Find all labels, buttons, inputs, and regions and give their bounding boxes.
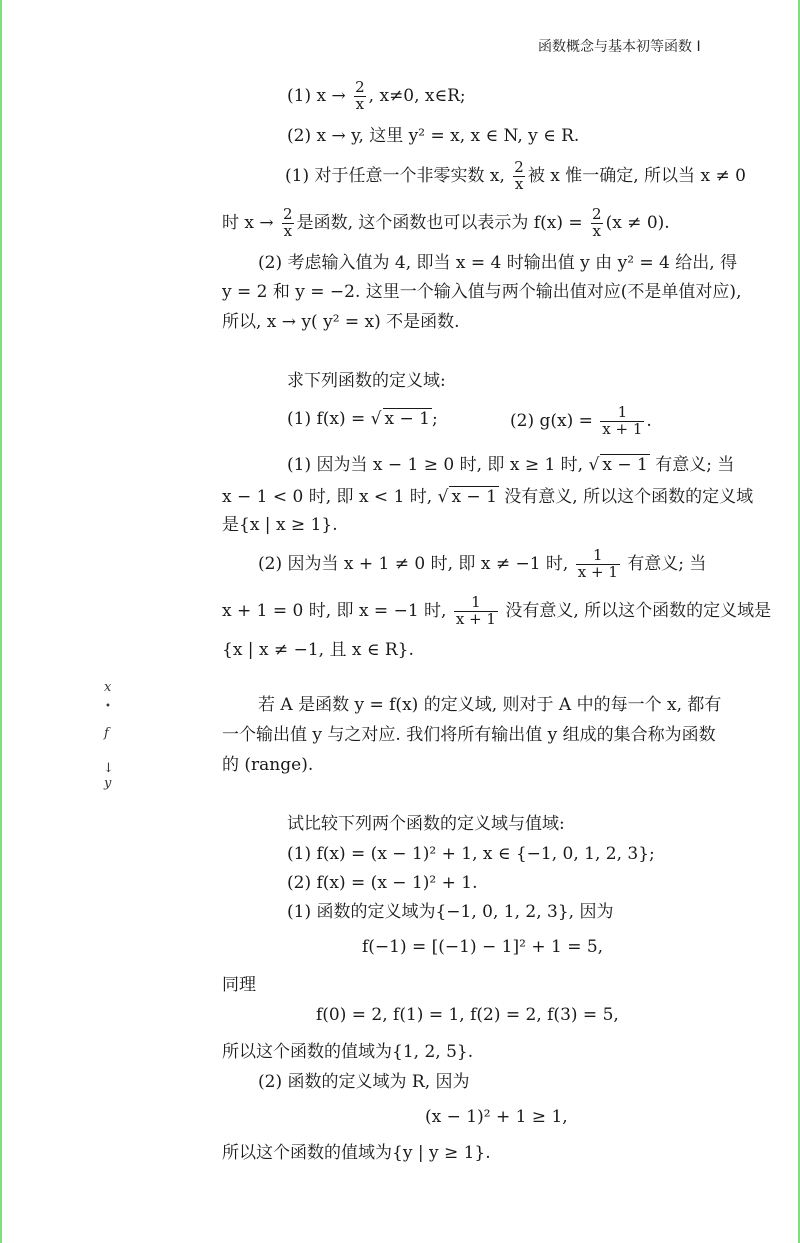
definition-line-3: 的 (range). bbox=[222, 755, 314, 775]
fraction: $\frac{2}{x}$ bbox=[355, 78, 365, 113]
ex1-solution-2-line-3: 所以, x → y( y² = x) 不是函数. bbox=[222, 312, 460, 332]
ex2-solution-2-line-1: (2) 因为当 x + 1 ≠ 0 时, 即 x ≠ −1 时, $\frac{1}{x + 1}$ 有意义; 当 bbox=[258, 546, 707, 581]
fraction: $\frac{1}{x + 1}$ bbox=[602, 403, 643, 438]
fraction: $\frac{1}{x + 1}$ bbox=[577, 546, 618, 581]
radical: x − 1 bbox=[451, 487, 497, 507]
radical: x − 1 bbox=[384, 409, 430, 429]
ex3-solution-2-equation: (x − 1)² + 1 ≥ 1, bbox=[425, 1107, 568, 1127]
ex1-question-2: (2) x → y, 这里 y² = x, x ∈ N, y ∈ R. bbox=[287, 126, 580, 146]
ex3-prompt: 试比较下列两个函数的定义域与值域: bbox=[287, 814, 565, 834]
fraction: $\frac{2}{x}$ bbox=[283, 205, 293, 240]
ex1-solution-1-line-1: (1) 对于任意一个非零实数 x, $\frac{2}{x}$ 被 x 惟一确定, 所以当 x ≠ 0 bbox=[285, 158, 746, 193]
ex2-solution-1-line-1: (1) 因为当 x − 1 ≥ 0 时, 即 x ≥ 1 时, √ x − 1 有意义; 当 bbox=[287, 455, 735, 475]
page-border-left bbox=[0, 0, 2, 1243]
ex2-solution-1-line-2: x − 1 < 0 时, 即 x < 1 时, √ x − 1 没有意义, 所以这个函数的定义域 bbox=[222, 487, 754, 507]
margin-diagram-y: y bbox=[104, 776, 112, 791]
margin-diagram-f: f bbox=[104, 726, 109, 741]
ex2-solution-1-line-3: 是{x | x ≥ 1}. bbox=[222, 515, 338, 535]
ex3-question-2: (2) f(x) = (x − 1)² + 1. bbox=[287, 873, 478, 893]
ex3-solution-1-equation: f(−1) = [(−1) − 1]² + 1 = 5, bbox=[362, 937, 604, 957]
margin-diagram-x: x bbox=[104, 680, 112, 695]
fraction: $\frac{2}{x}$ bbox=[514, 158, 524, 193]
margin-diagram-arrow-icon: ↓ bbox=[103, 761, 114, 776]
ex3-solution-1-line-1: (1) 函数的定义域为{−1, 0, 1, 2, 3}, 因为 bbox=[287, 902, 614, 922]
ex2-solution-2-line-3: {x | x ≠ −1, 且 x ∈ R}. bbox=[222, 640, 414, 660]
ex3-solution-2-line-1: (2) 函数的定义域为 R, 因为 bbox=[258, 1072, 470, 1092]
ex2-prompt: 求下列函数的定义域: bbox=[287, 371, 446, 391]
ex2-solution-2-line-2: x + 1 = 0 时, 即 x = −1 时, $\frac{1}{x + 1}$ 没有意义, 所以这个函数的定义域是 bbox=[222, 593, 772, 628]
ex3-solution-1-conclusion: 所以这个函数的值域为{1, 2, 5}. bbox=[222, 1042, 474, 1062]
ex1-question-1: (1) x → $\frac{2}{x}$ , x≠0, x∈R; bbox=[287, 78, 466, 113]
ex1-solution-2-line-2: y = 2 和 y = −2. 这里一个输入值与两个输出值对应(不是单值对应), bbox=[222, 282, 742, 302]
margin-diagram-dot: • bbox=[105, 701, 111, 712]
definition-line-2: 一个输出值 y 与之对应. 我们将所有输出值 y 组成的集合称为函数 bbox=[222, 725, 716, 745]
ex2-question-2: (2) g(x) = $\frac{1}{x + 1}$ . bbox=[510, 403, 652, 438]
definition-line-1: 若 A 是函数 y = f(x) 的定义域, 则对于 A 中的每一个 x, 都有 bbox=[258, 695, 722, 715]
fraction: $\frac{2}{x}$ bbox=[592, 205, 602, 240]
running-header: 函数概念与基本初等函数 I bbox=[538, 39, 701, 55]
ex2-question-1: (1) f(x) = √ x − 1 ; bbox=[287, 409, 438, 429]
ex3-solution-2-conclusion: 所以这个函数的值域为{y | y ≥ 1}. bbox=[222, 1143, 491, 1163]
ex3-tongli: 同理 bbox=[222, 975, 256, 995]
ex1-solution-1-line-2: 时 x → $\frac{2}{x}$ 是函数, 这个函数也可以表示为 f(x) = $\frac{2}{x}$ (x ≠ 0). bbox=[222, 205, 670, 240]
ex1-solution-2-line-1: (2) 考虑输入值为 4, 即当 x = 4 时输出值 y 由 y² = 4 给出, 得 bbox=[258, 253, 738, 273]
ex3-question-1: (1) f(x) = (x − 1)² + 1, x ∈ {−1, 0, 1, 2, 3}; bbox=[287, 844, 655, 864]
ex3-solution-1-equation-2: f(0) = 2, f(1) = 1, f(2) = 2, f(3) = 5, bbox=[316, 1005, 619, 1025]
fraction: $\frac{1}{x + 1}$ bbox=[455, 593, 496, 628]
radical: x − 1 bbox=[602, 455, 648, 475]
